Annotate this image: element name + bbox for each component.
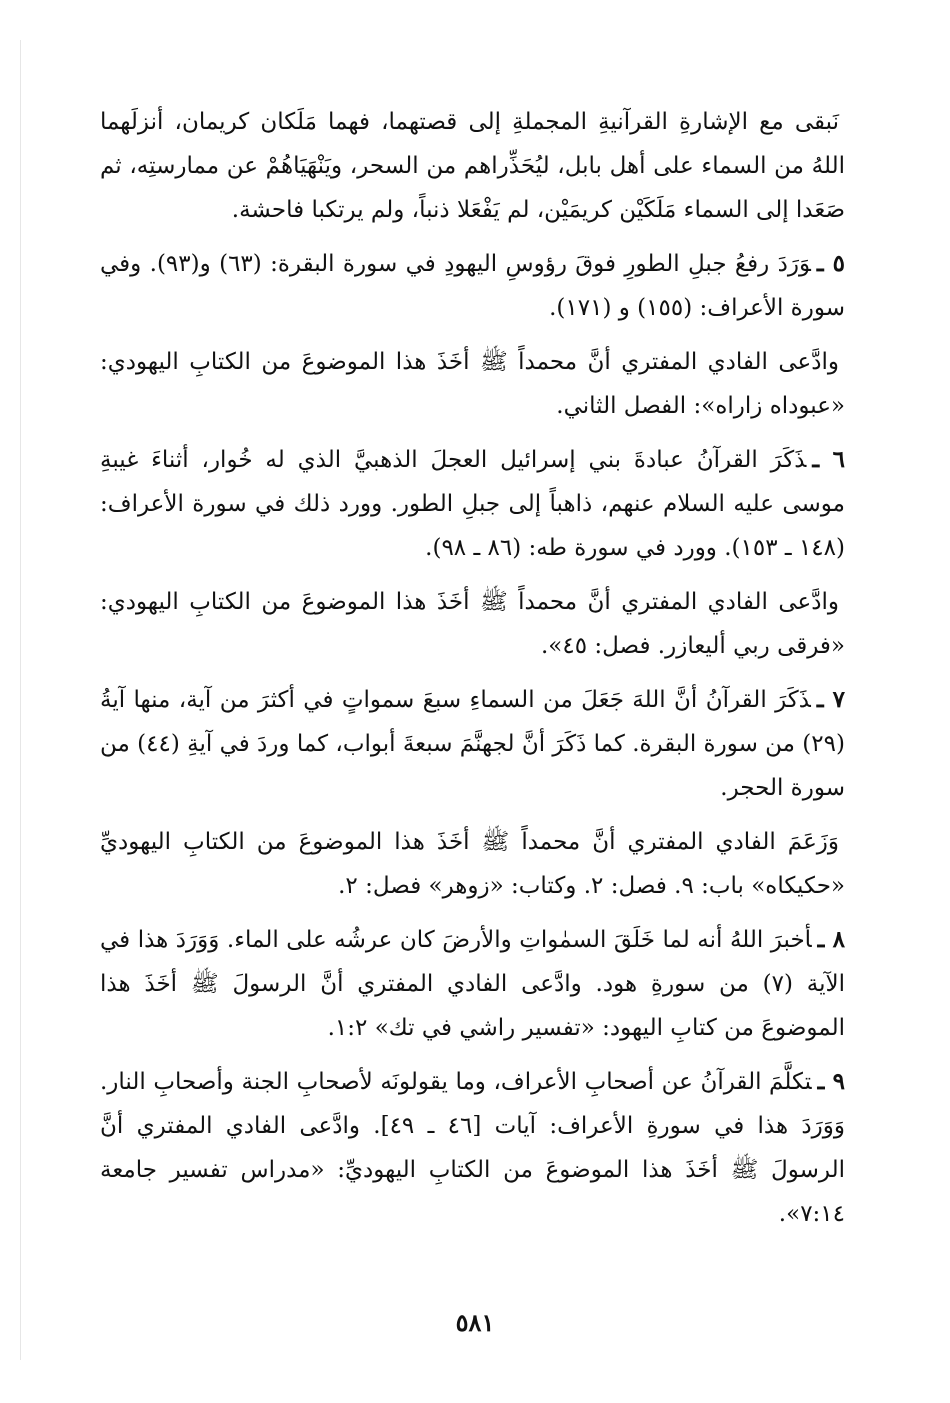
paragraph-text: تكلَّمَ القرآنُ عن أصحابِ الأعراف، وما يقولونَه لأصحابِ الجنة وأصحابِ النار. وَوَرَدَ هذا في سورةِ الأعراف: آيات [٤٦ ـ ٤٩]. وادَّعى الفادي المفتري أنَّ الرسولَ ﷺ أخَذَ هذا الموضوعَ من الكتابِ اليهوديِّ: «مدراس تفسير جامعة ٧:١٤». xyxy=(100,1069,845,1227)
paragraph-text: ذَكَرَ القرآنُ عبادةَ بني إسرائيل العجلَ الذهبيَّ الذي له خُوار، أثناءَ غيبةِ موسى عليه السلام عنهم، ذاهباً إلى جبلِ الطور. وورد ذلك في سورة الأعراف: (١٤٨ ـ ١٥٣). وورد في سورة طه: (٨٦ ـ ٩٨). xyxy=(100,447,845,561)
paragraph-9 xyxy=(100,1060,845,1236)
paragraph-3 xyxy=(100,340,845,428)
paragraph-4 xyxy=(100,438,845,570)
paragraph-text: ذَكَرَ القرآنُ أنَّ اللهَ جَعَلَ من السماءِ سبعَ سمواتٍ في أكثرَ من آية، منها آيةُ (٢٩) من سورة البقرة. كما ذَكَرَ أنَّ لجهنَّمَ سبعةَ أبواب، كما وردَ في آيةِ (٤٤) من سورة الحجر. xyxy=(100,687,845,801)
paragraph-number: ٩ ـ xyxy=(817,1068,846,1095)
paragraph-text: وادَّعى الفادي المفتري أنَّ محمداً ﷺ أخَذَ هذا الموضوعَ من الكتابِ اليهودي: «فرقى ربي أليعازر. فصل: ٤٥». xyxy=(100,589,845,659)
page-number: ٥٨١ xyxy=(455,1308,495,1337)
paragraph-2 xyxy=(100,242,845,330)
paragraph-text: وَزَعَمَ الفادي المفتري أنَّ محمداً ﷺ أخَذَ هذا الموضوعَ من الكتابِ اليهوديِّ «حكيكاه» باب: ٩. فصل: ٢. وكتاب: «زوهر» فصل: ٢. xyxy=(100,829,845,899)
paragraph-1 xyxy=(100,100,845,232)
paragraph-text: أخبرَ اللهُ أنه لما خَلَقَ السمٰواتِ والأرضَ كان عرشُه على الماء. وَوَرَدَ هذا في الآية (٧) من سورةِ هود. وادَّعى الفادي المفتري أنَّ الرسولَ ﷺ أخَذَ هذا الموضوعَ من كتابِ اليهود: «تفسير راشي في تك» ١:٢. xyxy=(100,927,845,1041)
paragraph-7 xyxy=(100,820,845,908)
paragraph-number: ٦ ـ xyxy=(812,446,846,473)
paragraph-text: وادَّعى الفادي المفتري أنَّ محمداً ﷺ أخَذَ هذا الموضوعَ من الكتابِ اليهودي: «عبوداه زاراه»: الفصل الثاني. xyxy=(100,349,845,419)
paragraph-6 xyxy=(100,678,845,810)
paragraph-text: نَبقى مع الإشارةِ القرآنيةِ المجملةِ إلى قصتهما، فهما مَلَكان كريمان، أنزلَهما اللهُ من السماء على أهل بابل، ليُحَذِّراهم من السحر، ويَنْهَيَاهُمْ عن ممارستِه، ثم صَعَدا إلى السماء مَلَكَيْن كريمَيْن، لم يَفْعَلا ذنباً، ولم يرتكبا فاحشة. xyxy=(100,109,845,223)
paragraph-number: ٨ ـ xyxy=(817,926,845,953)
page-edge-line xyxy=(20,40,21,1360)
paragraph-text: وَرَدَ رفعُ جبلِ الطورِ فوقَ رؤوسِ اليهودِ في سورة البقرة: (٦٣) و(٩٣). وفي سورة الأعراف: (١٥٥) و (١٧١). xyxy=(100,251,845,321)
paragraph-number: ٧ ـ xyxy=(816,686,845,713)
paragraph-8 xyxy=(100,918,845,1050)
paragraph-number: ٥ ـ xyxy=(816,250,846,277)
paragraph-5 xyxy=(100,580,845,668)
